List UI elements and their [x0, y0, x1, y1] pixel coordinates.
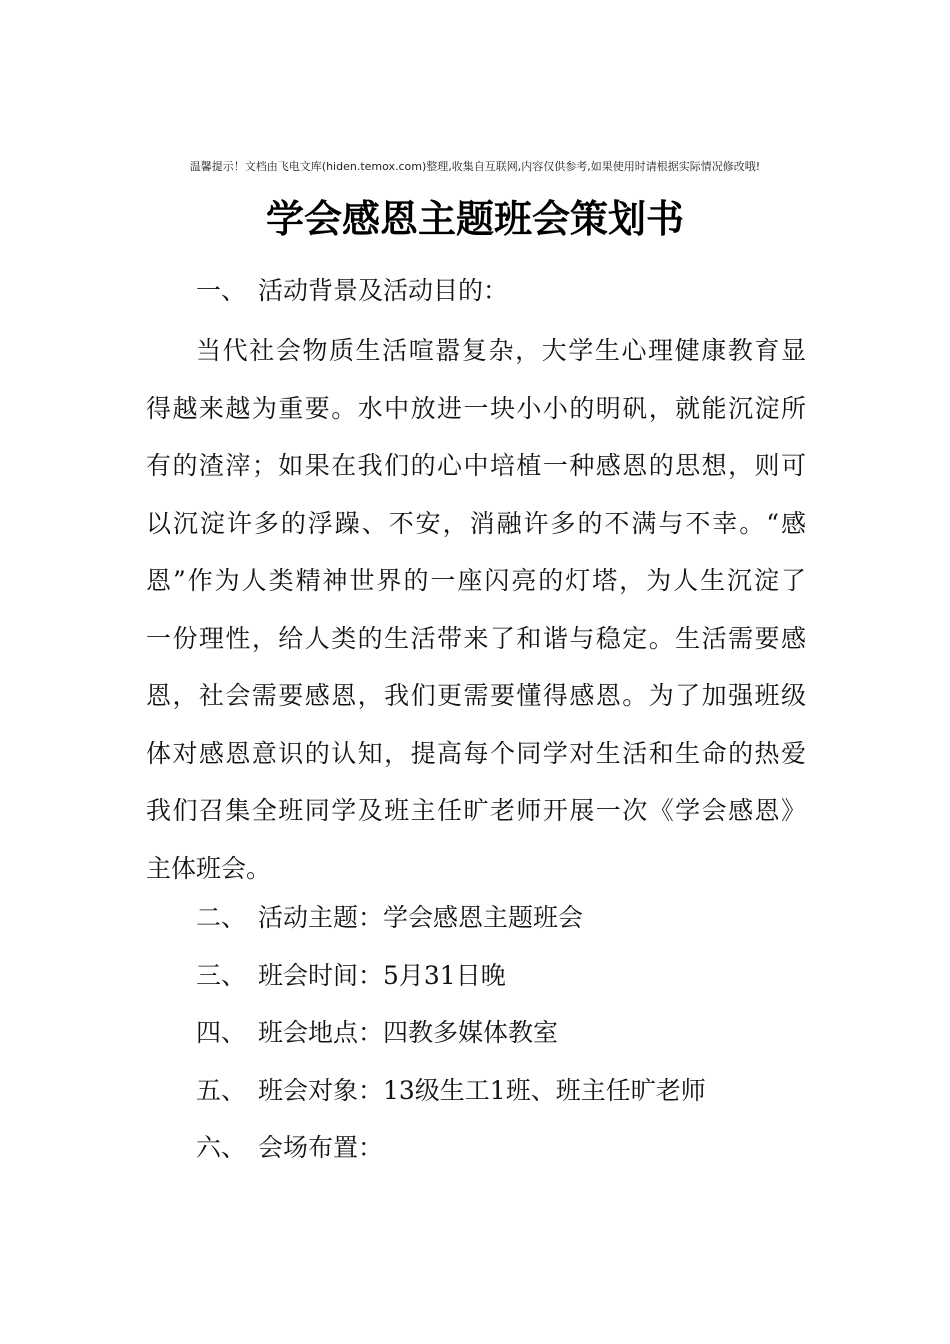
section-number: 三、: [196, 961, 247, 990]
paragraph-line: 当代社会物质生活喧嚣复杂，大学生心理健康教育显: [196, 336, 806, 365]
section-heading-3: [196, 956, 506, 992]
paragraph-line: 恩，社会需要感恩，我们更需要懂得感恩。为了加强班级: [146, 681, 806, 710]
section-heading-4: [196, 1013, 558, 1049]
section-text: 班会地点：四教多媒体教室: [258, 1018, 559, 1047]
section-heading-6: [196, 1128, 383, 1164]
paragraph-line: 体对感恩意识的认知，提高每个同学对生活和生命的热爱: [146, 738, 806, 768]
section-text: 会场布置：: [258, 1133, 384, 1162]
paragraph-line: 一份理性，给人类的生活带来了和谐与稳定。生活需要感: [146, 623, 806, 653]
paragraph-line: 我们召集全班同学及班主任旷老师开展一次《学会感恩》: [146, 796, 806, 825]
section-number: 六、: [196, 1133, 247, 1162]
section-heading-2: [196, 898, 583, 934]
section-text: 活动主题：学会感恩主题班会: [258, 903, 584, 932]
section-number: 五、: [196, 1076, 247, 1105]
paragraph-line: 恩”作为人类精神世界的一座闪亮的灯塔，为人生沉淀了: [146, 566, 806, 595]
document-title: 学会感恩主题班会策划书: [265, 196, 684, 241]
section-text: 班会时间：5月31日晚: [258, 961, 506, 990]
section-number: 二、: [196, 903, 247, 932]
paragraph-line: 得越来越为重要。水中放进一块小小的明矾，就能沉淀所: [146, 393, 806, 423]
download-notice: 温馨提示！文档由飞电文库(hiden.temox.com)整理,收集自互联网,内容仅供参考,如果使用时请根据实际情况修改哦!: [189, 160, 761, 173]
paragraph-line: 有的渣滓；如果在我们的心中培植一种感恩的思想，则可: [146, 451, 806, 480]
background-paragraph: [146, 322, 806, 897]
section-number: 一、: [196, 276, 247, 305]
section-heading-1: [196, 271, 508, 307]
paragraph-line: 主体班会。: [146, 853, 272, 883]
section-number: 四、: [196, 1018, 247, 1047]
section-text: 班会对象：13级生工1班、班主任旷老师: [258, 1076, 706, 1105]
section-text: 活动背景及活动目的：: [258, 276, 509, 305]
paragraph-line: 以沉淀许多的浮躁、不安，消融许多的不满与不幸。“感: [146, 508, 806, 538]
section-heading-5: [196, 1071, 706, 1107]
